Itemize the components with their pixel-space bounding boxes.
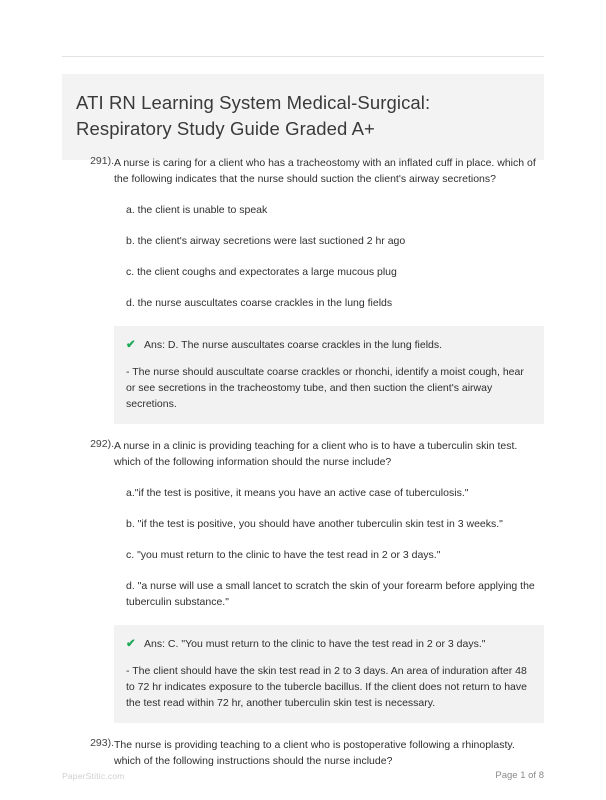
answer-text: Ans: D. The nurse auscultates coarse crackles in the lung fields. [144, 339, 443, 351]
question-block [62, 155, 544, 424]
question-block [62, 438, 544, 723]
questions-list [62, 155, 544, 784]
page-title: ATI RN Learning System Medical-Surgical: Respiratory Study Guide Graded A+ [76, 92, 431, 139]
answer-text: Ans: C. "You must return to the clinic to have the test read in 2 or 3 days." [144, 638, 486, 650]
question-body [114, 737, 544, 769]
answer-option: b. the client's airway secretions were last suctioned 2 hr ago [126, 235, 406, 247]
answer-explanation: - The client should have the skin test read in 2 to 3 days. An area of induration after 48 to 72 hr indicates exposure to the tubercle bacillus. If the client does not return to have the test read within 72 hr, another tuberculin skin test is necessary. [126, 665, 527, 709]
answer-line [126, 636, 532, 652]
question-text: A nurse in a clinic is providing teaching for a client who is to have a tuberculin skin test. which of the following information should the nurse include? [114, 440, 518, 468]
question-number: 292). [90, 438, 114, 450]
question-number: 291). [90, 155, 114, 167]
question-text: A nurse is caring for a client who has a tracheostomy with an inflated cuff in place. which of the following indicates that the nurse should suction the client's airway secretions? [114, 157, 536, 185]
answer-option: c. "you must return to the clinic to have the test read in 2 or 3 days." [126, 549, 441, 561]
page-number: Page 1 of 8 [495, 770, 544, 781]
answer-explanation: - The nurse should auscultate coarse crackles or rhonchi, identify a moist cough, hear or see secretions in the tracheostomy tube, and then suction the client's airway secretions. [126, 366, 524, 410]
document-title-band [62, 74, 544, 160]
question-body [114, 155, 544, 424]
answer-option: d. "a nurse will use a small lancet to scratch the skin of your forearm before applying the tuberculin substance." [126, 580, 535, 608]
question-block [62, 737, 544, 769]
watermark: PaperStitic.com [62, 771, 125, 781]
answer-option: a."if the test is positive, it means you have an active case of tuberculosis." [126, 487, 469, 499]
header-divider [62, 56, 544, 57]
answer-line [126, 337, 532, 353]
answer-option: b. "if the test is positive, you should have another tuberculin skin test in 3 weeks." [126, 518, 503, 530]
check-icon: ✔ [126, 638, 136, 650]
check-icon: ✔ [126, 339, 136, 351]
answer-option: a. the client is unable to speak [126, 204, 268, 216]
answer-option: c. the client coughs and expectorates a large mucous plug [126, 266, 397, 278]
answer-option: d. the nurse auscultates coarse crackles in the lung fields [126, 297, 393, 309]
answer-box [114, 326, 544, 424]
question-text: The nurse is providing teaching to a client who is postoperative following a rhinoplasty. which of the following instructions should the nurse include? [114, 739, 515, 767]
answer-box [114, 625, 544, 723]
question-number: 293). [90, 737, 114, 749]
question-body [114, 438, 544, 723]
